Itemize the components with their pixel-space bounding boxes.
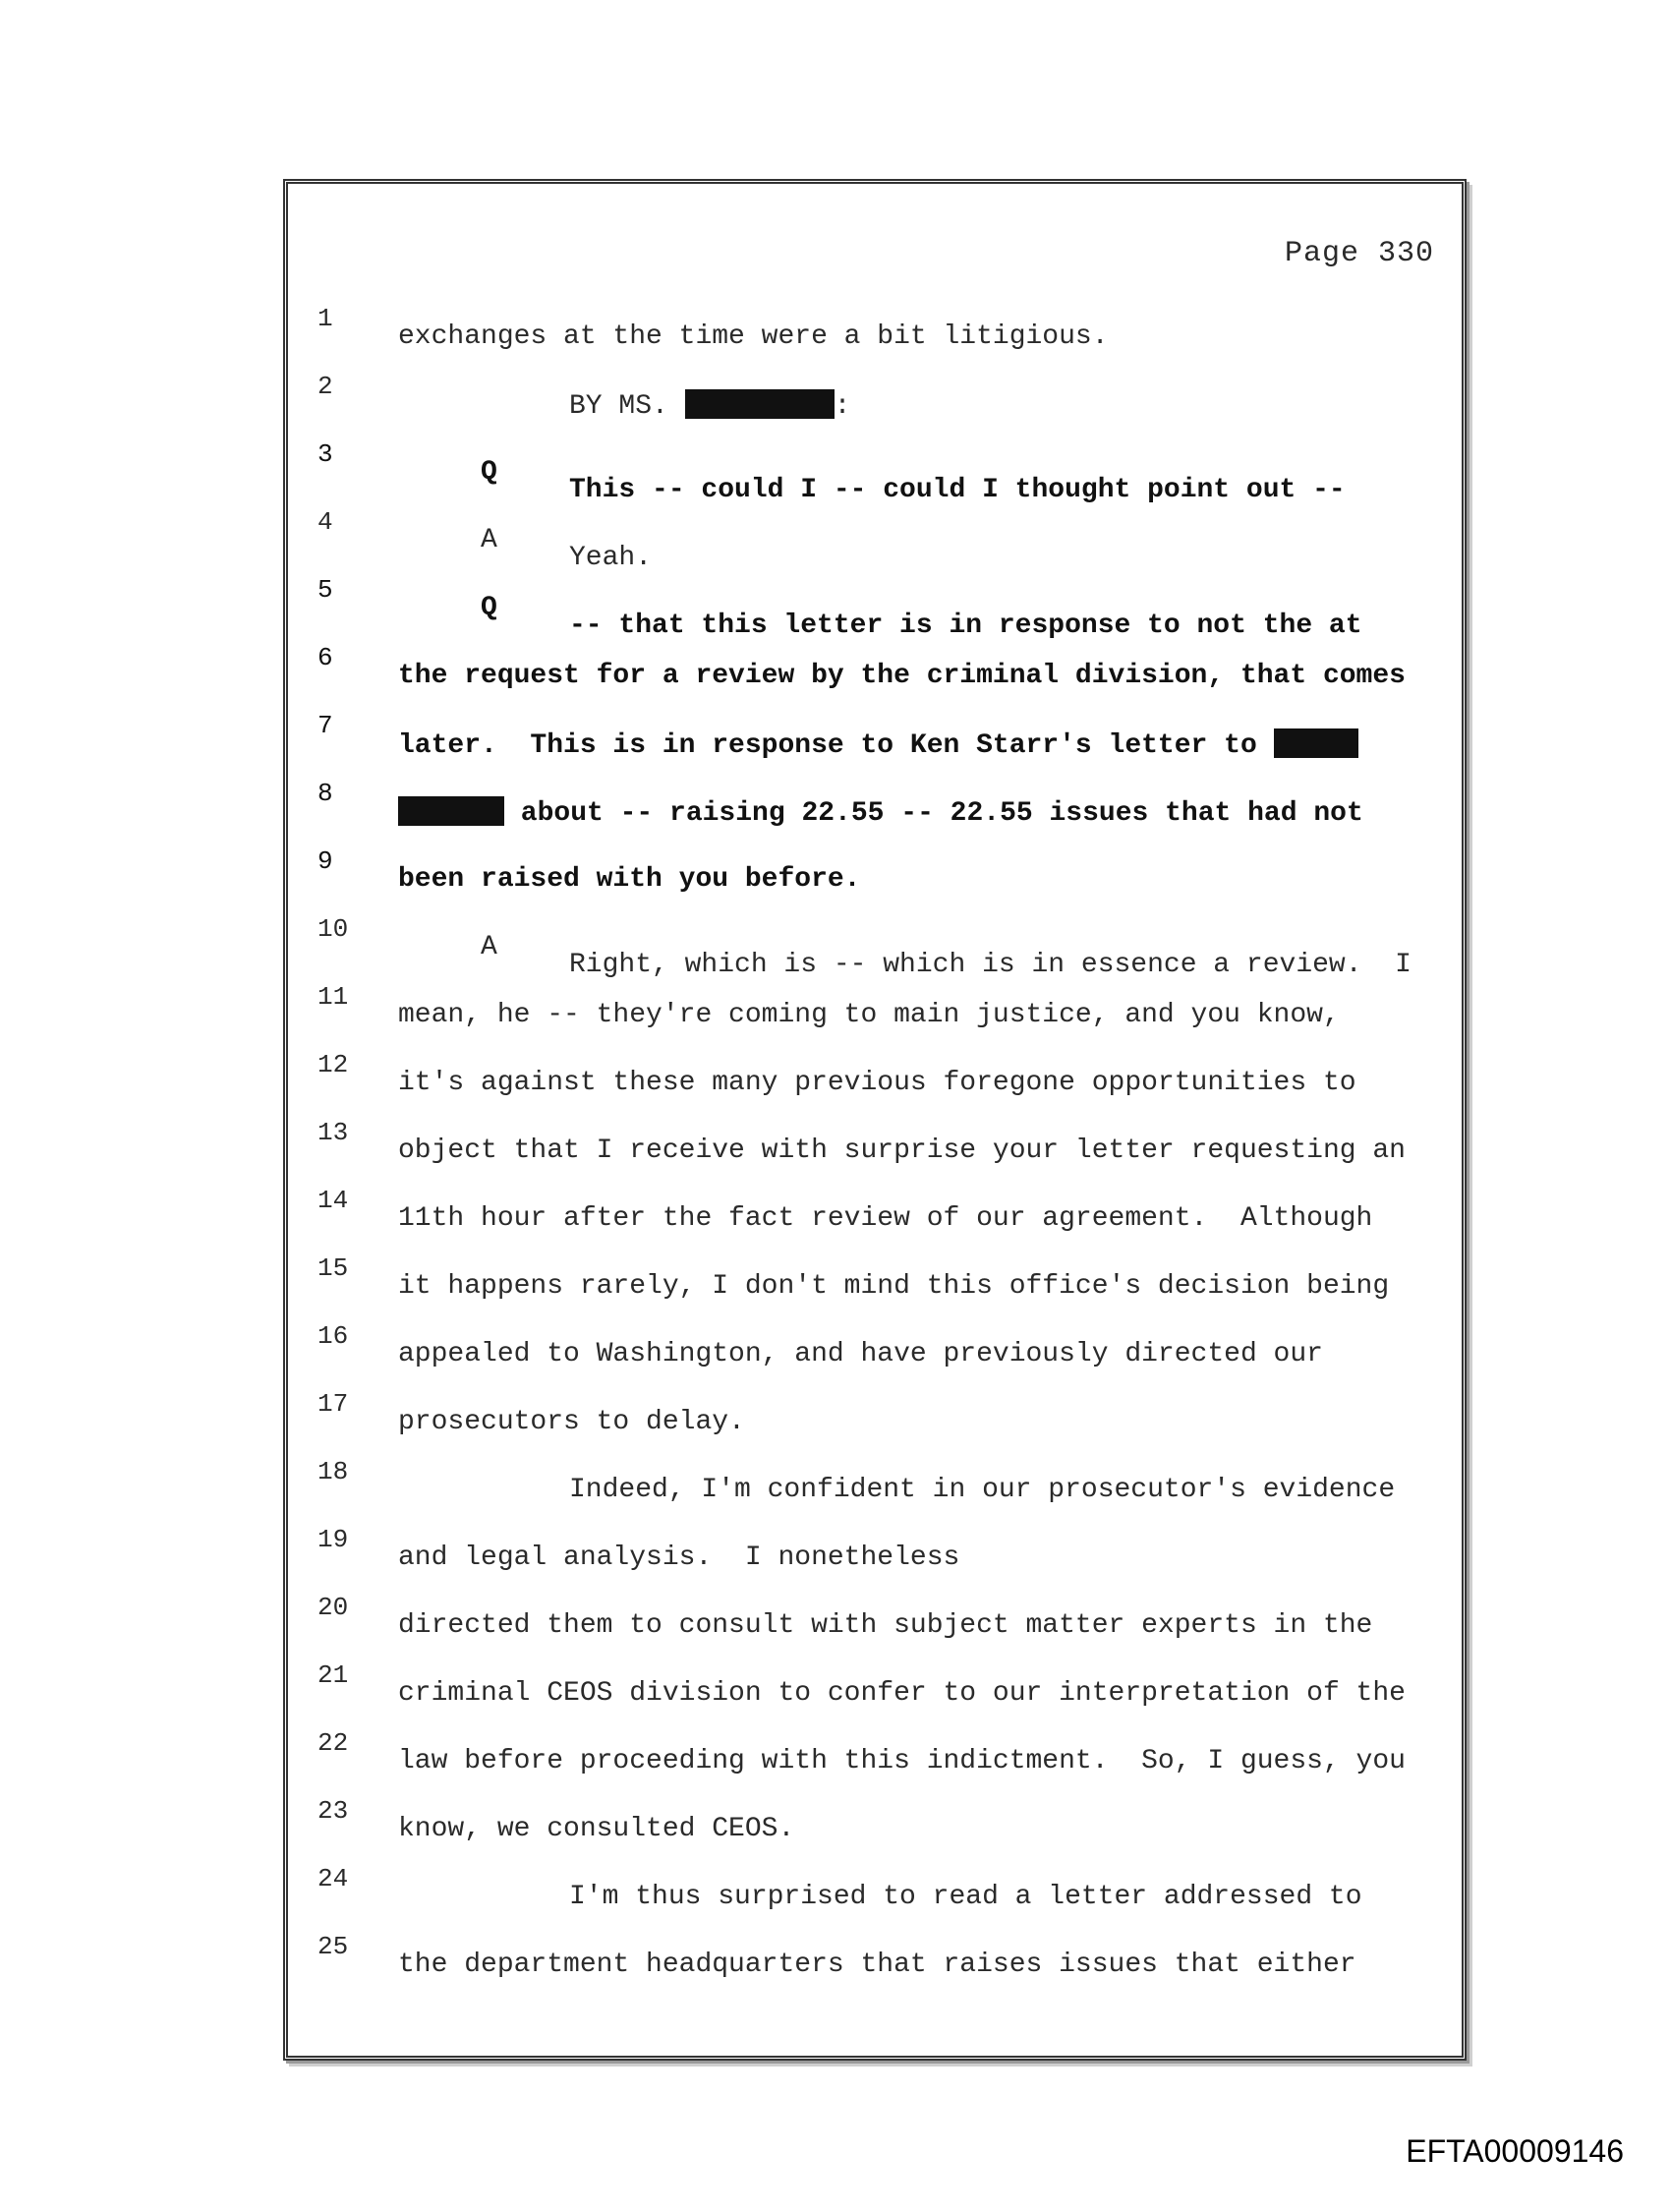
line-text: prosecutors to delay.	[398, 1407, 745, 1437]
transcript-line-12	[288, 1032, 1462, 1098]
line-text: This -- could I -- could I thought point out --	[569, 475, 1346, 505]
line-number: 11	[317, 982, 349, 1012]
transcript-line-21	[288, 1643, 1462, 1709]
transcript-line-3	[288, 422, 1462, 505]
transcript-line-19	[288, 1507, 1462, 1573]
transcript-line-1	[288, 286, 1462, 352]
line-text: it's against these many previous foregone opportunities to	[398, 1068, 1356, 1098]
examiner-label: BY MS.	[569, 391, 685, 422]
examiner-label-tail: :	[834, 391, 851, 422]
line-text	[398, 728, 1358, 761]
line-number: 22	[317, 1728, 349, 1758]
line-number: 20	[317, 1593, 349, 1622]
line-number: 16	[317, 1321, 349, 1351]
line-text: appealed to Washington, and have previously directed our	[398, 1339, 1323, 1369]
line-text	[569, 389, 850, 422]
transcript-line-20	[288, 1575, 1462, 1641]
page-number: Page 330	[1284, 237, 1434, 270]
line-number: 8	[317, 779, 333, 808]
redaction-bar	[398, 796, 504, 826]
line-number: 13	[317, 1118, 349, 1147]
redaction-bar	[685, 389, 835, 419]
transcript-line-8	[288, 761, 1462, 829]
line-text: Right, which is -- which is in essence a review. I	[569, 950, 1412, 980]
line-text: the request for a review by the criminal division, that comes	[398, 661, 1406, 691]
line-text: exchanges at the time were a bit litigious.	[398, 321, 1109, 352]
line-text: Yeah.	[569, 543, 653, 573]
line-text: Indeed, I'm confident in our prosecutor's evidence	[569, 1475, 1396, 1505]
redaction-bar	[1274, 728, 1358, 758]
transcript-line-14	[288, 1168, 1462, 1234]
transcript-line-6	[288, 625, 1462, 691]
speaker-label: A	[481, 932, 497, 962]
speaker-label: A	[481, 525, 497, 555]
line-text: it happens rarely, I don't mind this office's decision being	[398, 1271, 1390, 1302]
line-text: I'm thus surprised to read a letter addressed to	[569, 1882, 1362, 1912]
transcript-line-23	[288, 1778, 1462, 1844]
transcript-line-25	[288, 1914, 1462, 1980]
line-text: been raised with you before.	[398, 864, 861, 895]
line-number: 9	[317, 846, 333, 876]
transcript-line-7	[288, 693, 1462, 761]
line-number: 23	[317, 1796, 349, 1826]
transcript-line-17	[288, 1371, 1462, 1437]
line-number: 5	[317, 575, 333, 605]
line-text: know, we consulted CEOS.	[398, 1814, 795, 1844]
line-number: 18	[317, 1457, 349, 1486]
line-number: 4	[317, 507, 333, 537]
transcript-line-11	[288, 964, 1462, 1030]
speaker-label: Q	[481, 457, 497, 488]
line-text: directed them to consult with subject matter experts in the	[398, 1610, 1373, 1641]
transcript-page	[283, 179, 1467, 2061]
line-text: the department headquarters that raises issues that either	[398, 1950, 1356, 1980]
speaker-label: Q	[481, 593, 497, 623]
line-number: 6	[317, 643, 333, 672]
transcript-line-9	[288, 829, 1462, 895]
line-number: 25	[317, 1932, 349, 1961]
transcript-line-24	[288, 1846, 1462, 1912]
line-text: mean, he -- they're coming to main justice, and you know,	[398, 1000, 1340, 1030]
line-number: 2	[317, 372, 333, 401]
transcript-line-16	[288, 1304, 1462, 1369]
line-number: 3	[317, 439, 333, 469]
line-number: 14	[317, 1186, 349, 1215]
line-text: and legal analysis. I nonetheless	[398, 1543, 960, 1573]
line-number: 7	[317, 711, 333, 740]
line-number: 24	[317, 1864, 349, 1893]
line-text	[398, 796, 1363, 829]
line-text: object that I receive with surprise your letter requesting an	[398, 1135, 1406, 1166]
transcript-line-5	[288, 557, 1462, 641]
line-number: 19	[317, 1525, 349, 1554]
line-text: -- that this letter is in response to not the at	[569, 611, 1362, 641]
line-text: law before proceeding with this indictment. So, I guess, you	[398, 1746, 1406, 1776]
line-number: 15	[317, 1253, 349, 1283]
transcript-line-15	[288, 1236, 1462, 1302]
line-number: 17	[317, 1389, 349, 1419]
line-number: 12	[317, 1050, 349, 1079]
line-number: 21	[317, 1660, 349, 1690]
transcript-line-4	[288, 490, 1462, 573]
line-text-content: about -- raising 22.55 -- 22.55 issues that had not	[504, 798, 1363, 829]
line-text: criminal CEOS division to confer to our interpretation of the	[398, 1678, 1406, 1709]
transcript-line-2	[288, 354, 1462, 422]
line-number: 10	[317, 914, 349, 944]
line-text-content: later. This is in response to Ken Starr's letter to	[398, 730, 1274, 761]
transcript-line-22	[288, 1711, 1462, 1776]
transcript-line-10	[288, 897, 1462, 980]
transcript-line-13	[288, 1100, 1462, 1166]
line-number: 1	[317, 304, 333, 333]
document-id: EFTA00009146	[1406, 2133, 1624, 2169]
line-text: 11th hour after the fact review of our agreement. Although	[398, 1203, 1373, 1234]
transcript-line-18	[288, 1439, 1462, 1505]
